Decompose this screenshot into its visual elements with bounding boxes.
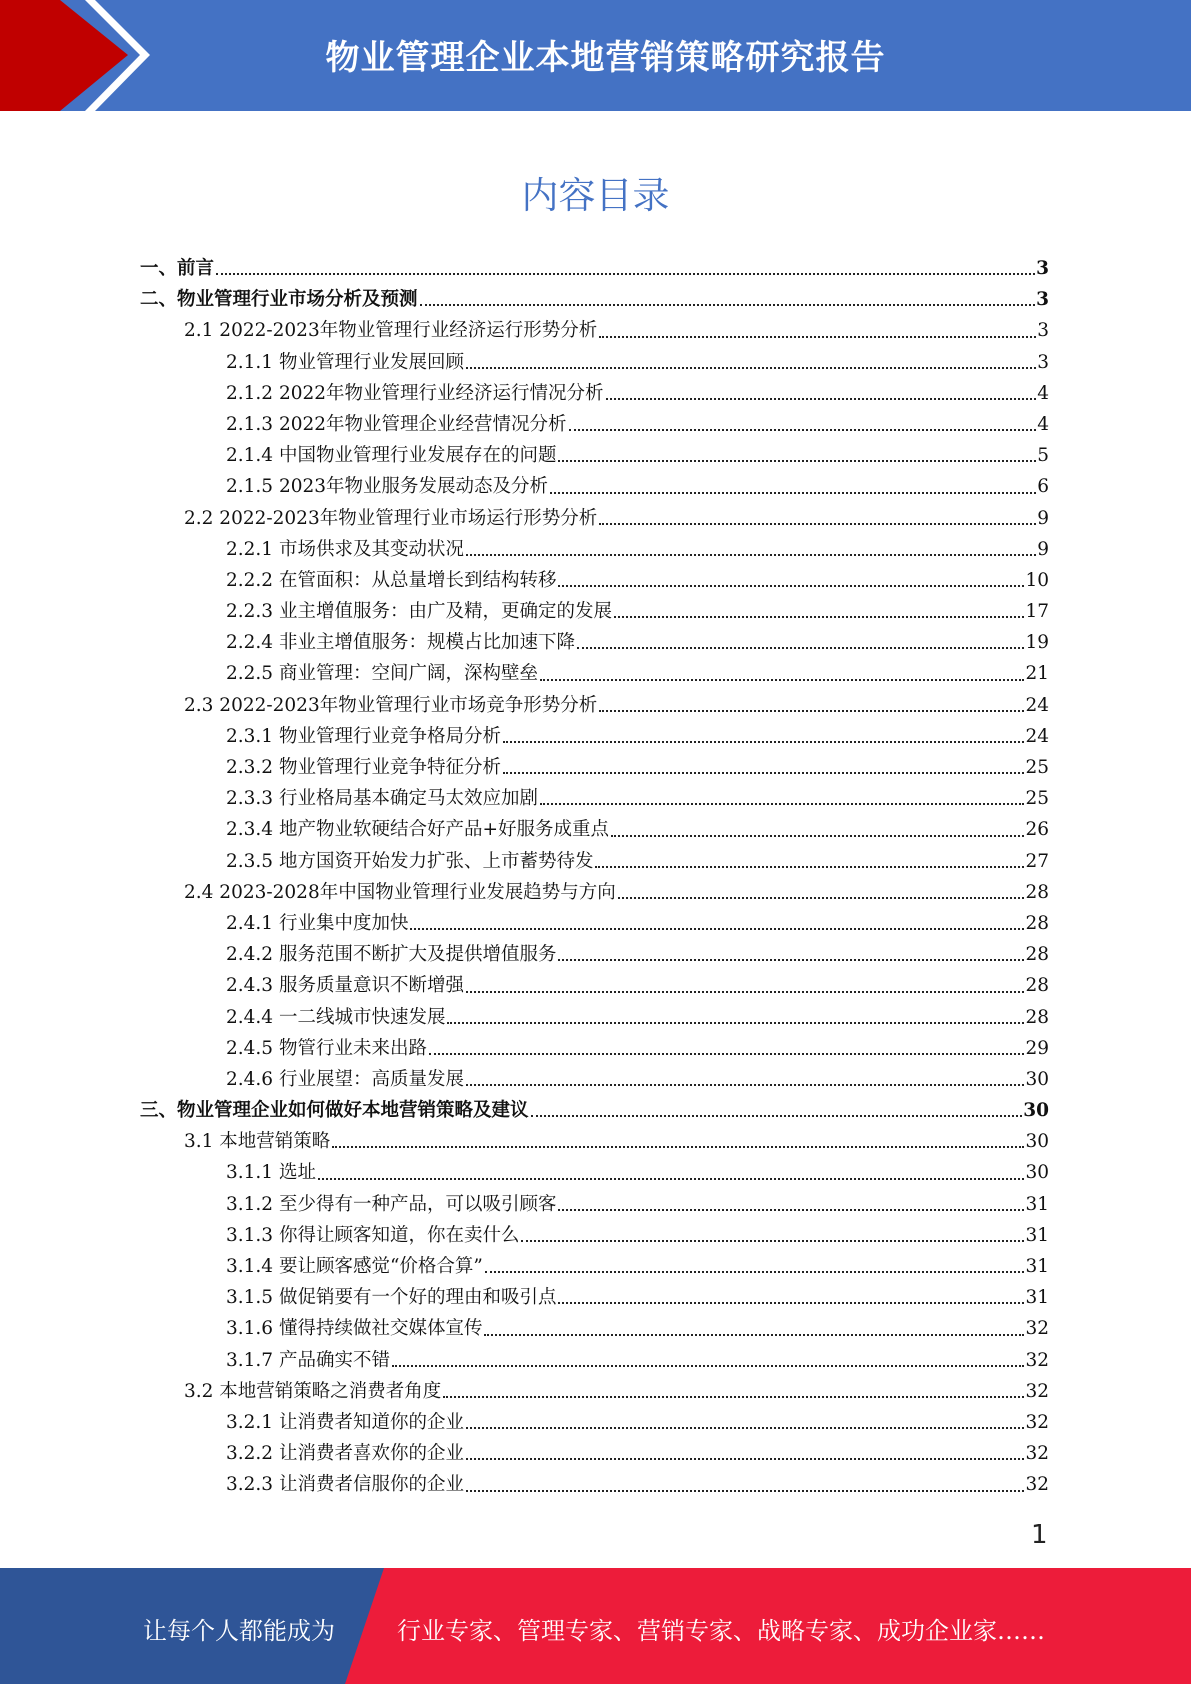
toc-entry[interactable] — [140, 471, 1049, 502]
toc-entry-page: 3 — [1036, 258, 1049, 279]
toc-entry[interactable] — [140, 721, 1049, 752]
toc-entry[interactable] — [140, 534, 1049, 565]
toc-dot-leader — [521, 1240, 1024, 1242]
toc-entry-title: 2.1.4 中国物业管理行业发展存在的问题 — [226, 445, 557, 467]
toc-dot-leader — [485, 1271, 1025, 1273]
toc-dot-leader — [558, 959, 1024, 961]
page-number: 1 — [1031, 1520, 1048, 1550]
toc-entry-title: 3.2.3 让消费者信服你的企业 — [226, 1474, 464, 1496]
toc-entry[interactable] — [140, 1438, 1049, 1469]
toc-dot-leader — [410, 928, 1024, 930]
toc-entry-title: 3.1.4 要让顾客感觉“价格合算” — [226, 1256, 483, 1277]
table-of-contents — [140, 253, 1049, 1501]
toc-entry-title: 2.4.3 服务质量意识不断增强 — [226, 975, 464, 997]
toc-dot-leader — [447, 1022, 1024, 1024]
toc-entry-page: 32 — [1025, 1443, 1049, 1465]
toc-entry-page: 26 — [1025, 819, 1049, 841]
toc-entry-title: 3.1.2 至少得有一种产品，可以吸引顾客 — [226, 1193, 557, 1215]
toc-dot-leader — [558, 1302, 1024, 1304]
toc-dot-leader — [599, 336, 1036, 338]
page-footer — [0, 1568, 1191, 1684]
toc-dot-leader — [606, 398, 1037, 400]
toc-entry-title: 2.1.3 2022年物业管理企业经营情况分析 — [226, 413, 567, 435]
toc-entry-page: 9 — [1037, 507, 1049, 529]
toc-entry[interactable] — [140, 315, 1049, 346]
toc-entry-page: 29 — [1025, 1037, 1049, 1059]
toc-entry-title: 2.4.4 一二线城市快速发展 — [226, 1006, 446, 1028]
toc-entry[interactable] — [140, 814, 1049, 845]
toc-entry[interactable] — [140, 1345, 1049, 1376]
toc-dot-leader — [558, 460, 1036, 462]
toc-dot-leader — [318, 1178, 1025, 1180]
toc-entry[interactable] — [140, 1064, 1049, 1095]
toc-entry[interactable] — [140, 846, 1049, 877]
toc-entry-page: 31 — [1025, 1193, 1049, 1215]
toc-entry[interactable] — [140, 565, 1049, 596]
toc-entry-page: 27 — [1025, 850, 1049, 872]
toc-dot-leader — [558, 1209, 1024, 1211]
toc-entry-page: 28 — [1025, 1006, 1049, 1028]
toc-entry-title: 3.1.6 懂得持续做社交媒体宣传 — [226, 1318, 483, 1340]
toc-dot-leader — [466, 1084, 1024, 1086]
toc-entry[interactable] — [140, 1126, 1049, 1157]
toc-entry-page: 24 — [1025, 725, 1049, 747]
toc-entry-page: 32 — [1025, 1411, 1049, 1433]
toc-dot-leader — [618, 897, 1025, 899]
toc-entry-page: 24 — [1025, 694, 1049, 716]
toc-entry[interactable] — [140, 752, 1049, 783]
toc-entry-page: 32 — [1025, 1349, 1049, 1371]
toc-entry[interactable] — [140, 503, 1049, 534]
toc-entry-title: 二、物业管理行业市场分析及预测 — [140, 289, 418, 311]
toc-entry[interactable] — [140, 1002, 1049, 1033]
toc-dot-leader — [558, 585, 1024, 587]
toc-dot-leader — [420, 304, 1036, 306]
toc-entry-title: 2.2.5 商业管理：空间广阔，深构壁垒 — [226, 663, 538, 685]
toc-dot-leader — [466, 1427, 1024, 1429]
toc-entry-title: 2.1.1 物业管理行业发展回顾 — [226, 351, 464, 373]
toc-dot-leader — [216, 273, 1035, 275]
toc-entry-page: 3 — [1036, 289, 1049, 311]
toc-entry[interactable] — [140, 1157, 1049, 1188]
toc-entry[interactable] — [140, 908, 1049, 939]
toc-entry-title: 2.4 2023-2028年中国物业管理行业发展趋势与方向 — [184, 881, 616, 903]
toc-entry-page: 32 — [1025, 1474, 1049, 1496]
toc-entry-title: 3.1.7 产品确实不错 — [226, 1349, 390, 1371]
toc-dot-leader — [466, 367, 1036, 369]
toc-entry[interactable] — [140, 409, 1049, 440]
toc-entry[interactable] — [140, 1376, 1049, 1407]
toc-entry-page: 30 — [1025, 1131, 1049, 1153]
toc-entry-page: 4 — [1037, 413, 1049, 435]
toc-entry-title: 3.2.2 让消费者喜欢你的企业 — [226, 1443, 464, 1465]
toc-entry[interactable] — [140, 970, 1049, 1001]
toc-entry-page: 19 — [1025, 632, 1049, 654]
toc-entry[interactable] — [140, 627, 1049, 658]
toc-entry[interactable] — [140, 284, 1049, 315]
toc-entry-title: 3.2.1 让消费者知道你的企业 — [226, 1411, 464, 1433]
toc-entry[interactable] — [140, 378, 1049, 409]
toc-entry-title: 2.2.2 在管面积：从总量增长到结构转移 — [226, 569, 557, 591]
toc-entry-title: 2.3.1 物业管理行业竞争格局分析 — [226, 725, 501, 747]
toc-dot-leader — [599, 523, 1036, 525]
toc-entry-page: 32 — [1025, 1380, 1049, 1402]
toc-heading: 内容目录 — [521, 174, 670, 217]
toc-entry-page: 25 — [1025, 757, 1049, 778]
toc-dot-leader — [503, 772, 1024, 774]
toc-entry-page: 21 — [1025, 663, 1049, 685]
toc-entry[interactable] — [140, 347, 1049, 378]
toc-entry-page: 3 — [1037, 320, 1049, 342]
toc-entry[interactable] — [140, 1407, 1049, 1438]
toc-dot-leader — [392, 1365, 1024, 1367]
toc-entry[interactable] — [140, 596, 1049, 627]
toc-entry-title: 2.3.5 地方国资开始发力扩张、上市蓄势待发 — [226, 850, 594, 872]
toc-entry-page: 30 — [1025, 1068, 1049, 1090]
toc-entry-page: 28 — [1025, 975, 1049, 997]
toc-dot-leader — [599, 710, 1024, 712]
toc-entry-page: 28 — [1025, 912, 1049, 934]
toc-dot-leader — [611, 835, 1024, 837]
toc-entry-title: 2.3.4 地产物业软硬结合好产品+好服务成重点 — [226, 819, 609, 841]
toc-entry-title: 2.3.3 行业格局基本确定马太效应加剧 — [226, 788, 538, 810]
toc-entry-title: 3.2 本地营销策略之消费者角度 — [184, 1380, 442, 1402]
toc-entry[interactable] — [140, 1189, 1049, 1220]
toc-entry[interactable] — [140, 877, 1049, 908]
toc-entry[interactable] — [140, 440, 1049, 471]
report-title: 物业管理企业本地营销策略研究报告 — [325, 38, 886, 78]
toc-entry[interactable] — [140, 783, 1049, 814]
toc-entry-title: 2.4.5 物管行业未来出路 — [226, 1037, 427, 1059]
toc-dot-leader — [484, 1334, 1024, 1336]
toc-entry[interactable] — [140, 1251, 1049, 1282]
toc-dot-leader — [577, 647, 1024, 649]
toc-entry[interactable] — [140, 1095, 1049, 1126]
toc-entry-title: 一、前言 — [140, 258, 215, 279]
toc-dot-leader — [466, 1458, 1024, 1460]
footer-slogan-left: 让每个人都能成为 — [143, 1617, 335, 1645]
toc-entry-page: 10 — [1025, 569, 1049, 591]
toc-entry-page: 31 — [1025, 1224, 1049, 1246]
toc-entry-title: 3.1.3 你得让顾客知道，你在卖什么 — [226, 1224, 520, 1246]
toc-entry[interactable] — [140, 1033, 1049, 1064]
toc-entry-title: 2.3 2022-2023年物业管理行业市场竞争形势分析 — [184, 694, 598, 716]
toc-entry[interactable] — [140, 939, 1049, 970]
toc-entry-title: 2.1 2022-2023年物业管理行业经济运行形势分析 — [184, 320, 598, 342]
toc-dot-leader — [595, 866, 1024, 868]
toc-entry-title: 2.1.5 2023年物业服务发展动态及分析 — [226, 476, 549, 498]
page-header — [0, 0, 1191, 111]
toc-entry[interactable] — [140, 690, 1049, 721]
toc-entry-page: 6 — [1037, 476, 1049, 498]
toc-entry-title: 2.1.2 2022年物业管理行业经济运行情况分析 — [226, 382, 604, 404]
toc-entry-title: 3.1.1 选址 — [226, 1162, 316, 1184]
toc-entry-title: 2.3.2 物业管理行业竞争特征分析 — [226, 757, 501, 778]
toc-entry-page: 32 — [1025, 1318, 1049, 1340]
toc-dot-leader — [429, 1053, 1024, 1055]
toc-dot-leader — [466, 991, 1024, 993]
toc-dot-leader — [550, 492, 1036, 494]
toc-entry-title: 2.4.2 服务范围不断扩大及提供增值服务 — [226, 944, 557, 966]
toc-entry-page: 3 — [1037, 351, 1049, 373]
toc-entry-page: 25 — [1025, 788, 1049, 810]
toc-entry-title: 2.2.3 业主增值服务：由广及精，更确定的发展 — [226, 601, 612, 623]
toc-entry-page: 30 — [1025, 1162, 1049, 1184]
toc-dot-leader — [569, 429, 1037, 431]
toc-dot-leader — [466, 554, 1036, 556]
toc-entry-title: 2.4.6 行业展望：高质量发展 — [226, 1068, 464, 1090]
toc-entry-page: 28 — [1025, 944, 1049, 966]
toc-dot-leader — [531, 1115, 1023, 1117]
toc-entry[interactable] — [140, 1469, 1049, 1500]
toc-entry-page: 28 — [1025, 881, 1049, 903]
toc-dot-leader — [466, 1490, 1024, 1492]
toc-entry-page: 5 — [1037, 445, 1049, 467]
toc-entry-title: 三、物业管理企业如何做好本地营销策略及建议 — [140, 1100, 529, 1122]
toc-entry[interactable] — [140, 1313, 1049, 1344]
toc-dot-leader — [503, 741, 1024, 743]
toc-entry-title: 2.4.1 行业集中度加快 — [226, 912, 409, 934]
toc-entry-title: 2.2.4 非业主增值服务：规模占比加速下降 — [226, 632, 575, 654]
toc-entry[interactable] — [140, 658, 1049, 689]
toc-entry-page: 30 — [1023, 1100, 1049, 1122]
toc-entry-title: 2.2 2022-2023年物业管理行业市场运行形势分析 — [184, 507, 598, 529]
toc-dot-leader — [540, 679, 1024, 681]
toc-entry-title: 2.2.1 市场供求及其变动状况 — [226, 538, 464, 560]
toc-entry-page: 4 — [1037, 382, 1049, 404]
toc-dot-leader — [540, 803, 1024, 805]
toc-dot-leader — [443, 1396, 1024, 1398]
toc-entry-page: 9 — [1037, 538, 1049, 560]
footer-slogan-right: 行业专家、管理专家、营销专家、战略专家、成功企业家…… — [397, 1617, 1045, 1645]
toc-dot-leader — [332, 1146, 1024, 1148]
toc-dot-leader — [614, 616, 1024, 618]
toc-entry[interactable] — [140, 1282, 1049, 1313]
toc-entry[interactable] — [140, 253, 1049, 284]
toc-entry-page: 17 — [1025, 601, 1049, 623]
toc-entry-title: 3.1.5 做促销要有一个好的理由和吸引点 — [226, 1287, 557, 1309]
toc-entry-page: 31 — [1025, 1256, 1049, 1277]
toc-entry-page: 31 — [1025, 1287, 1049, 1309]
toc-entry[interactable] — [140, 1220, 1049, 1251]
toc-entry-title: 3.1 本地营销策略 — [184, 1131, 331, 1153]
